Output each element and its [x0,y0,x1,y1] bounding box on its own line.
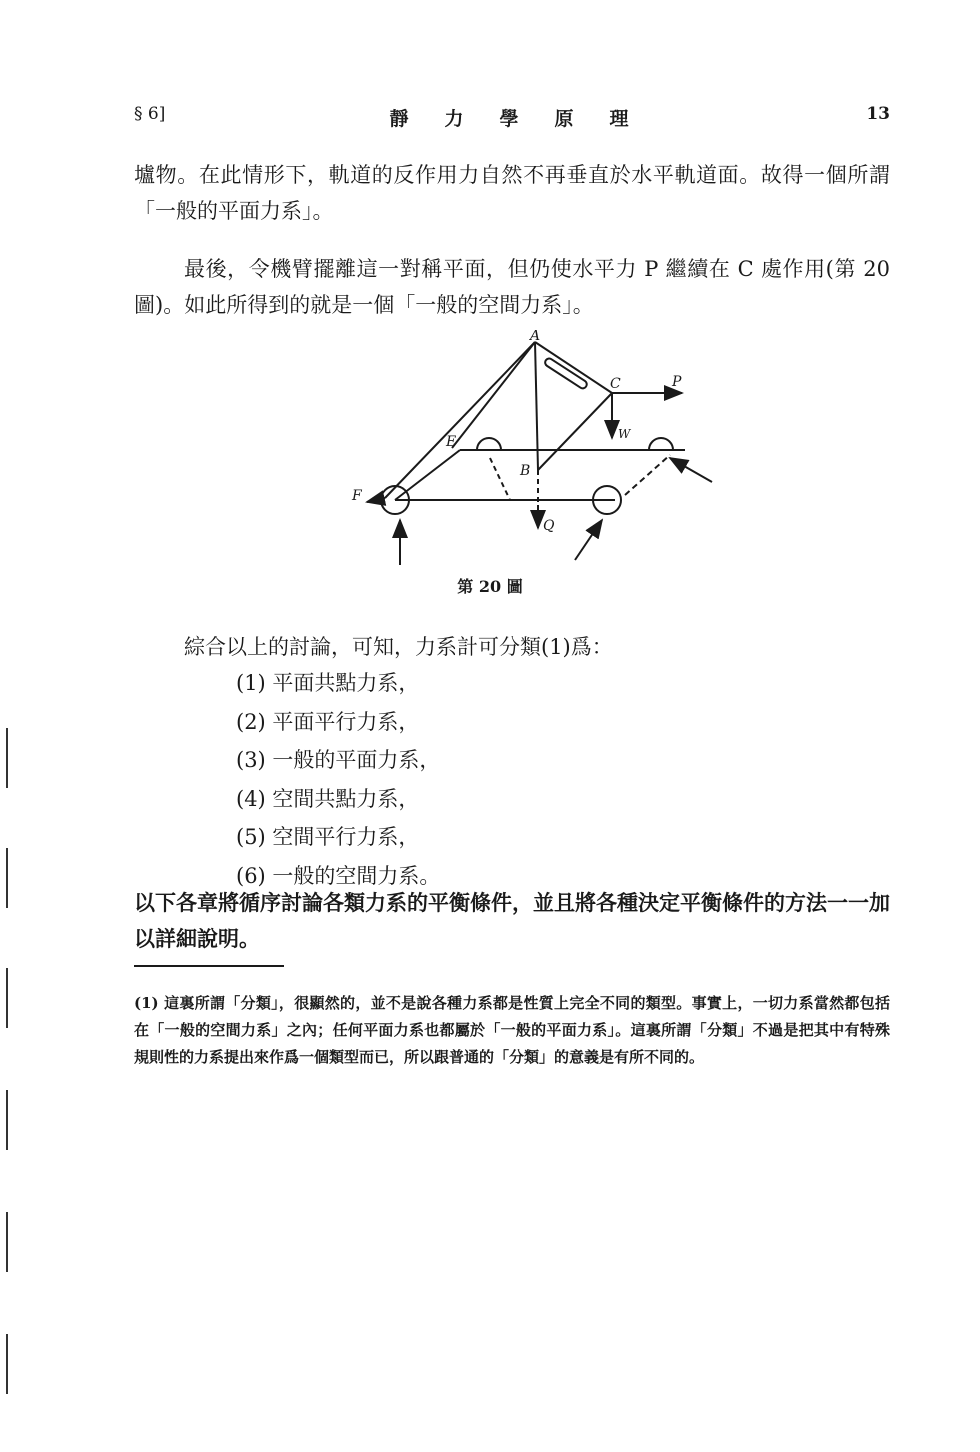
scan-edge-mark [6,848,8,908]
book-title: 靜力學原理 [389,108,665,130]
rail-left-side [395,450,460,500]
reaction-front-right-arrow [575,520,602,560]
paragraph-space-force-system: 最後，令機臂擺離這一對稱平面，但仍使水平力 P 繼續在 C 處作用(第 20 圖)。如此所得到的就是一個「一般的空間力系」。 [134,257,890,317]
list-item: (6) 一般的空間力系。 [236,863,441,888]
classification-list [236,664,440,895]
label-A: A [530,330,541,344]
figure-20-crane-diagram [340,330,720,570]
scan-edge-mark [6,968,8,1028]
arm-C-to-B [538,393,612,470]
footnote: (1) 這裏所謂「分類」，很顯然的，並不是說各種力系都是性質上完全不同的類型。事實上，一切力系當然都包括在「一般的空間力系」之內；任何平面力系也都屬於「一般的平面力系」。這裏所謂「分類」不過是把其中有特殊規則性的力系提出來作爲一個類型而已，所以跟普通的「分類」的意義是有所不同的。 [134,994,890,1066]
label-Q: Q [543,518,555,534]
paragraph-plane-force-system: 壚物。在此情形下，軌道的反作用力自然不再垂直於水平軌道面。故得一個所謂「一般的平面力系」。 [134,163,890,223]
crane-diagram-svg [340,330,720,570]
label-W: W [618,427,631,441]
running-header [134,104,890,130]
page-number: 13 [866,104,890,124]
rail-right-side [625,455,670,495]
list-item: (2) 平面平行力系， [236,709,420,734]
paragraph-conclusion: 以下各章將循序討論各類力系的平衡條件，並且將各種決定平衡條件的方法一一加以詳細說明。 [134,890,890,951]
reaction-back-right-arrow [670,458,712,482]
label-C: C [610,376,621,392]
wheel-back-right [649,438,673,450]
figure-caption: 第 20 圖 [457,577,523,596]
scan-edge-mark [6,1212,8,1272]
label-B: B [520,463,531,479]
boom-A-to-F [385,342,535,498]
boom-A-to-E [452,342,535,448]
list-item: (5) 空間平行力系， [236,825,420,849]
footnote-divider [134,965,284,967]
list-item: (3) 一般的平面力系， [236,748,441,772]
classification-intro: 綜合以上的討論，可知，力系計可分類(1)爲： [184,635,613,659]
wheel-back-left [477,438,501,450]
label-E: E [446,434,457,450]
hidden-edge [490,458,510,500]
label-P: P [672,374,682,390]
scan-edge-mark [6,1334,8,1394]
force-F-arrow [367,498,385,502]
label-F: F [352,488,362,504]
scan-edge-mark [6,1090,8,1150]
section-marker: § 6] [134,104,166,124]
scan-edge-mark [6,728,8,788]
list-item: (4) 空間共點力系， [236,786,420,811]
arm-A-to-C [535,342,612,393]
list-item: (1) 平面共點力系， [236,671,420,695]
